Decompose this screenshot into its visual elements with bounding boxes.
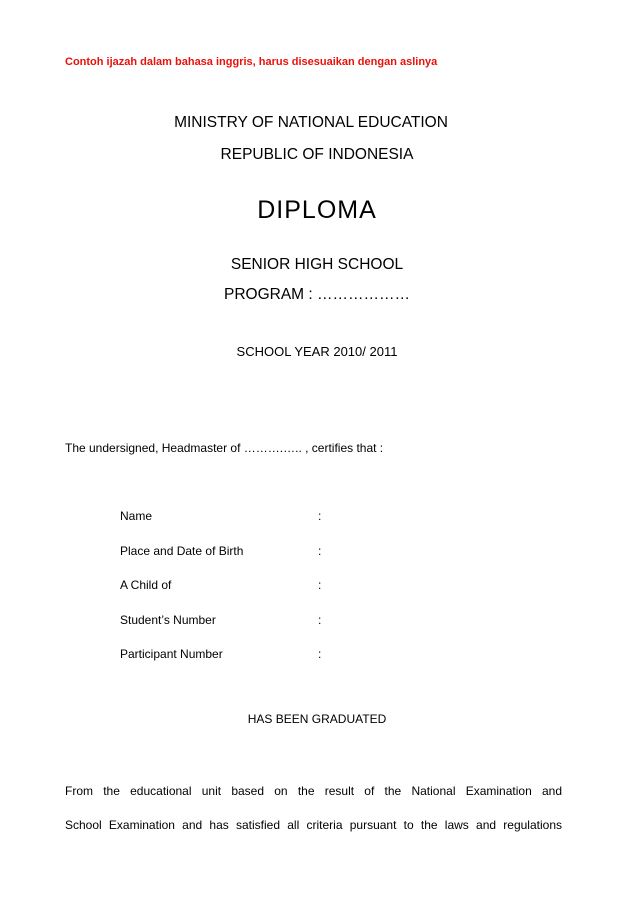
field-row-parent <box>120 578 420 613</box>
ministry-heading: MINISTRY OF NATIONAL EDUCATION <box>174 114 448 131</box>
republic-heading: REPUBLIC OF INDONESIA <box>220 146 414 163</box>
field-separator: : <box>318 647 322 661</box>
student-fields <box>120 509 420 682</box>
field-label: Place and Date of Birth <box>120 543 244 558</box>
document-title: DIPLOMA <box>257 196 377 224</box>
field-separator: : <box>318 509 322 523</box>
field-separator: : <box>318 612 322 627</box>
graduated-statement: HAS BEEN GRADUATED <box>247 712 387 726</box>
notice-text: Contoh ijazah dalam bahasa inggris, harus disesuaikan dengan aslinya <box>65 56 438 68</box>
school-year: SCHOOL YEAR 2010/ 2011 <box>236 344 398 359</box>
field-row-birth <box>120 544 420 579</box>
body-paragraph <box>65 774 562 842</box>
field-separator: : <box>318 578 322 592</box>
field-label: Name <box>120 509 153 523</box>
field-row-student-number <box>120 613 420 648</box>
school-level: SENIOR HIGH SCHOOL <box>230 256 404 273</box>
paragraph-line: School Examination and has satisfied all criteria pursuant to the laws and regulations <box>65 818 562 832</box>
field-label: A Child of <box>120 578 172 592</box>
field-separator: : <box>318 543 322 558</box>
field-label: Student’s Number <box>120 612 216 627</box>
certification-statement: The undersigned, Headmaster of ……….….. , certifies that : <box>65 441 384 455</box>
paragraph-line: From the educational unit based on the result of the National Examination and <box>65 784 562 798</box>
field-label: Participant Number <box>120 647 223 661</box>
field-row-participant-number <box>120 647 420 682</box>
field-row-name <box>120 509 420 544</box>
program-line: PROGRAM : ……………… <box>223 286 410 303</box>
